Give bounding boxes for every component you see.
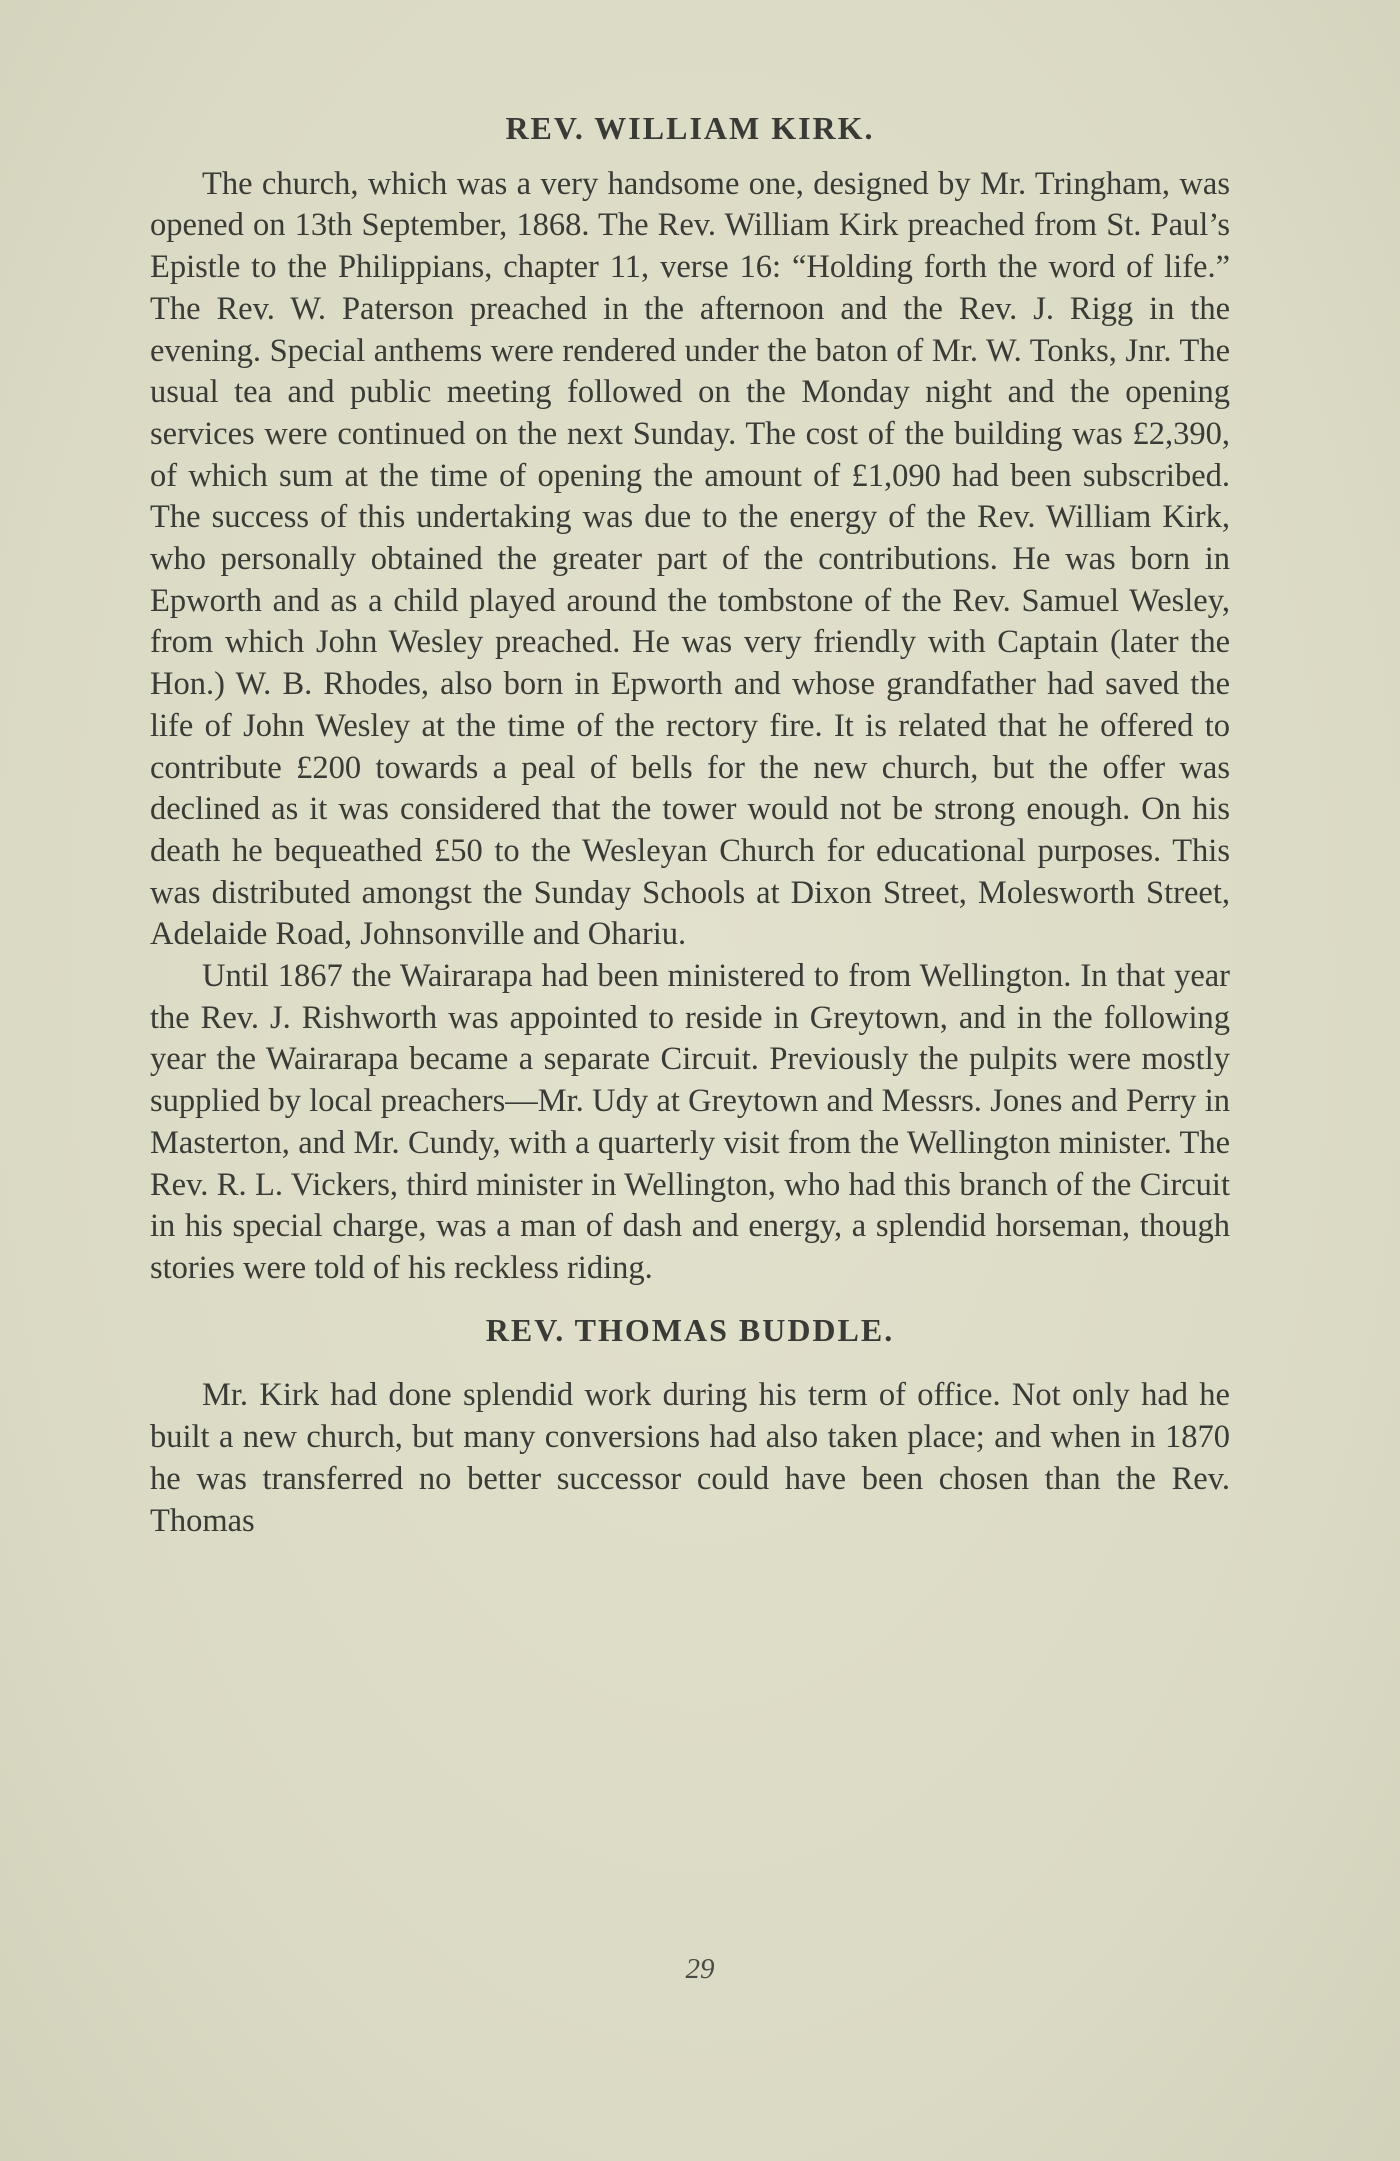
section-heading-william-kirk: REV. WILLIAM KIRK. — [505, 110, 875, 146]
section-heading-thomas-buddle: REV. THOMAS BUDDLE. — [485, 1311, 895, 1348]
paragraph-wairarapa: Until 1867 the Wairarapa had been ministered to from Wellington. In that year the Rev. J. Rishworth was appointed to reside in Greytown, and in the following year the Wairarapa became a separate Circuit. Previously the pulpits were mostly supplied by local preachers—Mr. Udy at Greytown and Messrs. Jones and Perry in Masterton, and Mr. Cundy, with a quarterly visit from the Wellington minister. The Rev. R. L. Vickers, third minister in Wellington, who had this branch of the Circuit in his special charge, was a man of dash and energy, a splendid horseman, though stories were told of his reckless riding. — [150, 958, 1230, 1286]
paragraph-church-opening: The church, which was a very handsome one, designed by Mr. Tringham, was opened on 13th September, 1868. The Rev. William Kirk preached from St. Paul’s Epistle to the Philippians, chapter 11, verse 16: “Holding forth the word of life.” The Rev. W. Paterson preached in the afternoon and the Rev. J. Rigg in the evening. Special anthems were rendered under the baton of Mr. W. Tonks, Jnr. The usual tea and public meeting followed on the Monday night and the opening services were continued on the next Sunday. The cost of the building was £2,390, of which sum at the time of opening the amount of £1,090 had been subscribed. The success of this undertaking was due to the energy of the Rev. William Kirk, who personally obtained the greater part of the contributions. He was born in Epworth and as a child played around the tombstone of the Rev. Samuel Wesley, from which John Wesley preached. He was very friendly with Captain (later the Hon.) W. B. Rhodes, also born in Epworth and whose grandfather had saved the life of John Wesley at the time of the rectory fire. It is related that he offered to contribute £200 towards a peal of bells for the new church, but the offer was declined as it was considered that the tower would not be strong enough. On his death he bequeathed £50 to the Wesleyan Church for educational purposes. This was distributed amongst the Sunday Schools at Dixon Street, Molesworth Street, Adelaide Road, Johnsonville and Ohariu. — [150, 165, 1230, 953]
paragraph-mr-kirk: Mr. Kirk had done splendid work during his term of office. Not only had he built a new church, but many conversions had also taken place; and when in 1870 he was transferred no better successor could have been chosen than the Rev. Thomas — [150, 1377, 1230, 1539]
page-text — [150, 108, 1230, 1542]
page-number: 29 — [685, 1953, 715, 1985]
